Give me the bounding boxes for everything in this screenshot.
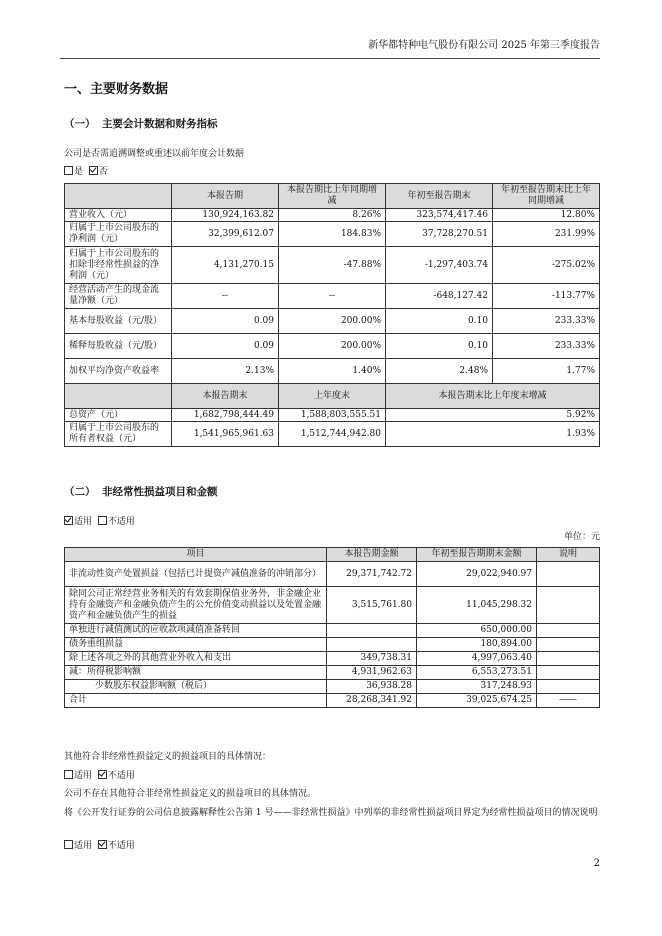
cell-value: 8.26% [279,209,386,222]
cell-value: 36,938.28 [327,680,417,694]
page-header [60,40,600,59]
table-row [65,624,600,638]
table-row [65,309,600,334]
table-row [65,209,600,222]
cell-value: 1.93% [386,422,600,447]
cell-value: 4,131,270.15 [172,247,279,284]
checkbox-apply[interactable] [64,770,73,779]
cell-value: 231.99% [493,222,600,247]
cell-value: 130,924,163.82 [172,209,279,222]
cell-value: 180,894.00 [417,638,537,652]
item-label: 单独进行减值测试的应收款项减值准备转回 [65,624,327,638]
table-row [65,284,600,309]
cell-value: 39,025,674.25 [417,694,537,708]
section-title: 一、主要财务数据 [64,82,169,97]
cell-value: 1,541,965,961.63 [172,422,279,447]
row-label: 归属于上市公司股东的所有者权益（元） [65,422,172,447]
table-row-total [65,694,600,708]
row-label: 归属于上市公司股东的扣除非经常性损益的净利润（元） [65,247,172,284]
cell-value: 32,399,612.07 [172,222,279,247]
cell-value: -275.02% [493,247,600,284]
cell-value: 28,268,341.92 [327,694,417,708]
table-row [65,247,600,284]
cell-value: 233.33% [493,309,600,334]
cell-value: 200.00% [279,334,386,359]
header-cell: 本报告期金额 [327,548,417,562]
cell-value: 1,512,744,942.80 [279,422,386,447]
cell-value: 200.00% [279,309,386,334]
header-cell: 本报告期比上年同期增减 [279,184,386,209]
item-label: 除同公司正常经营业务相关的有效套期保值业务外，非金融企业持有金融资产和金融负债产生的公允价值变动损益以及处置金融资产和金融负债产生的损益 [65,587,327,624]
row-label: 经营活动产生的现金流量净额（元） [65,284,172,309]
table-row [65,587,600,624]
label-apply: 适用 [74,841,93,851]
header-cell: 本报告期 [172,184,279,209]
cell-value: 184.83% [279,222,386,247]
cell-value: 1,682,798,444.49 [172,409,279,422]
non-recurring-items-table [64,547,600,708]
label-na: 不适用 [107,771,135,781]
other-items-note: 其他符合非经常性损益定义的损益项目的具体情况： [64,752,272,762]
label-yes: 是 [74,167,84,177]
cell-value: 1.40% [279,359,386,384]
checkbox-na-checked[interactable] [98,840,107,849]
cell-note [537,666,600,680]
reclassification-note: 将《公开发行证券的公司信息披露解释性公告第 1 号——非经常性损益》中列举的非经常性损益项目界定为经常性损益项目的情况说明 [64,808,598,818]
header-cell: 年初至报告期期末金额 [417,548,537,562]
cell-value: 1.77% [493,359,600,384]
cell-value: 11,045,298.32 [417,587,537,624]
cell-note [537,562,600,587]
cell-value: 2.48% [386,359,493,384]
cell-value: 3,515,761.80 [327,587,417,624]
cell-value: 12.80% [493,209,600,222]
subsection-title-1 [64,118,218,131]
cell-value: -1,297,403.74 [386,247,493,284]
cell-value: 29,022,940.97 [417,562,537,587]
cell-value: 0.09 [172,334,279,359]
cell-value: 0.09 [172,309,279,334]
cell-note [537,624,600,638]
unit-label: 单位：元 [563,532,600,542]
header-cell: 上年度末 [279,384,386,409]
table-row [65,334,600,359]
table-row [65,666,600,680]
row-label: 稀释每股收益（元/股） [65,334,172,359]
key-financial-data-table [64,183,600,447]
item-label: 减：所得税影响额 [65,666,327,680]
item-label: 除上述各项之外的其他营业外收入和支出 [65,652,327,666]
table-row [65,638,600,652]
table-row [65,222,600,247]
subsection-text-1: 主要会计数据和财务指标 [102,118,218,130]
table-row [65,652,600,666]
table-row [65,680,600,694]
checkbox-yes[interactable] [64,166,73,175]
cell-value: 323,574,417.46 [386,209,493,222]
label-apply: 适用 [74,517,93,527]
cell-value: -648,127.42 [386,284,493,309]
header-cell [65,184,172,209]
label-apply: 适用 [74,771,93,781]
restatement-options [64,166,108,178]
table-header-row [65,184,600,209]
cell-value: -113.77% [493,284,600,309]
cell-value: -- [172,284,279,309]
cell-value: 1,588,803,555.51 [279,409,386,422]
table-row [65,422,600,447]
cell-value: 233.33% [493,334,600,359]
cell-value: 2.13% [172,359,279,384]
label-na: 不适用 [107,841,135,851]
cell-value: -- [279,284,386,309]
cell-note [537,652,600,666]
header-cell: 年初至报告期末 [386,184,493,209]
cell-value [327,624,417,638]
table-header-row-2 [65,384,600,409]
table-row [65,409,600,422]
applicability-options [64,516,135,528]
table-row [65,359,600,384]
page-number: 2 [593,858,600,869]
subsection-text-2: 非经常性损益项目和金额 [102,486,218,498]
checkbox-no-checked[interactable] [89,166,98,175]
cell-value: 650,000.00 [417,624,537,638]
header-cell: 本报告期末比上年度末增减 [386,384,600,409]
cell-note [537,680,600,694]
header-cell: 说明 [537,548,600,562]
cell-value: 5.92% [386,409,600,422]
checkbox-na[interactable] [98,516,107,525]
cell-note [537,587,600,624]
restatement-question: 公司是否需追溯调整或重述以前年度会计数据 [64,149,245,159]
row-label: 归属于上市公司股东的净利润（元） [65,222,172,247]
cell-value: -47.88% [279,247,386,284]
other-items-options [64,770,135,782]
cell-value: 6,553,273.51 [417,666,537,680]
cell-value: 0.10 [386,334,493,359]
cell-value: 4,931,962.63 [327,666,417,680]
subsection-num-1: （一） [64,118,96,130]
row-label: 总资产（元） [65,409,172,422]
reclassification-options [64,840,135,852]
item-label: 少数股东权益影响额（税后） [65,680,327,694]
cell-value: 349,738.31 [327,652,417,666]
cell-value: 29,371,742.72 [327,562,417,587]
item-label: 合计 [65,694,327,708]
table-row [65,562,600,587]
subsection-num-2: （二） [64,486,96,498]
table-header-row [65,548,600,562]
cell-value: 37,728,270.51 [386,222,493,247]
checkbox-apply-checked[interactable] [64,516,73,525]
checkbox-na-checked[interactable] [98,770,107,779]
report-title: 新华都特种电气股份有限公司 2025 年第三季度报告 [368,40,600,51]
cell-value: 0.10 [386,309,493,334]
cell-note: —— [537,694,600,708]
item-label: 非流动性资产处置损益（包括已计提资产减值准备的冲销部分） [65,562,327,587]
label-na: 不适用 [107,517,135,527]
header-cell: 年初至报告期末比上年同期增减 [493,184,600,209]
cell-value: 317,248.93 [417,680,537,694]
subsection-title-2 [64,486,218,499]
cell-value: 4,997,063.40 [417,652,537,666]
row-label: 营业收入（元） [65,209,172,222]
row-label: 加权平均净资产收益率 [65,359,172,384]
header-cell [65,384,172,409]
row-label: 基本每股收益（元/股） [65,309,172,334]
header-cell: 项目 [65,548,327,562]
header-cell: 本报告期末 [172,384,279,409]
no-other-items-statement: 公司不存在其他符合非经常性损益定义的损益项目的具体情况。 [64,789,317,799]
cell-value [327,638,417,652]
label-no: 否 [98,167,108,177]
cell-note [537,638,600,652]
checkbox-apply[interactable] [64,840,73,849]
item-label: 债务重组损益 [65,638,327,652]
